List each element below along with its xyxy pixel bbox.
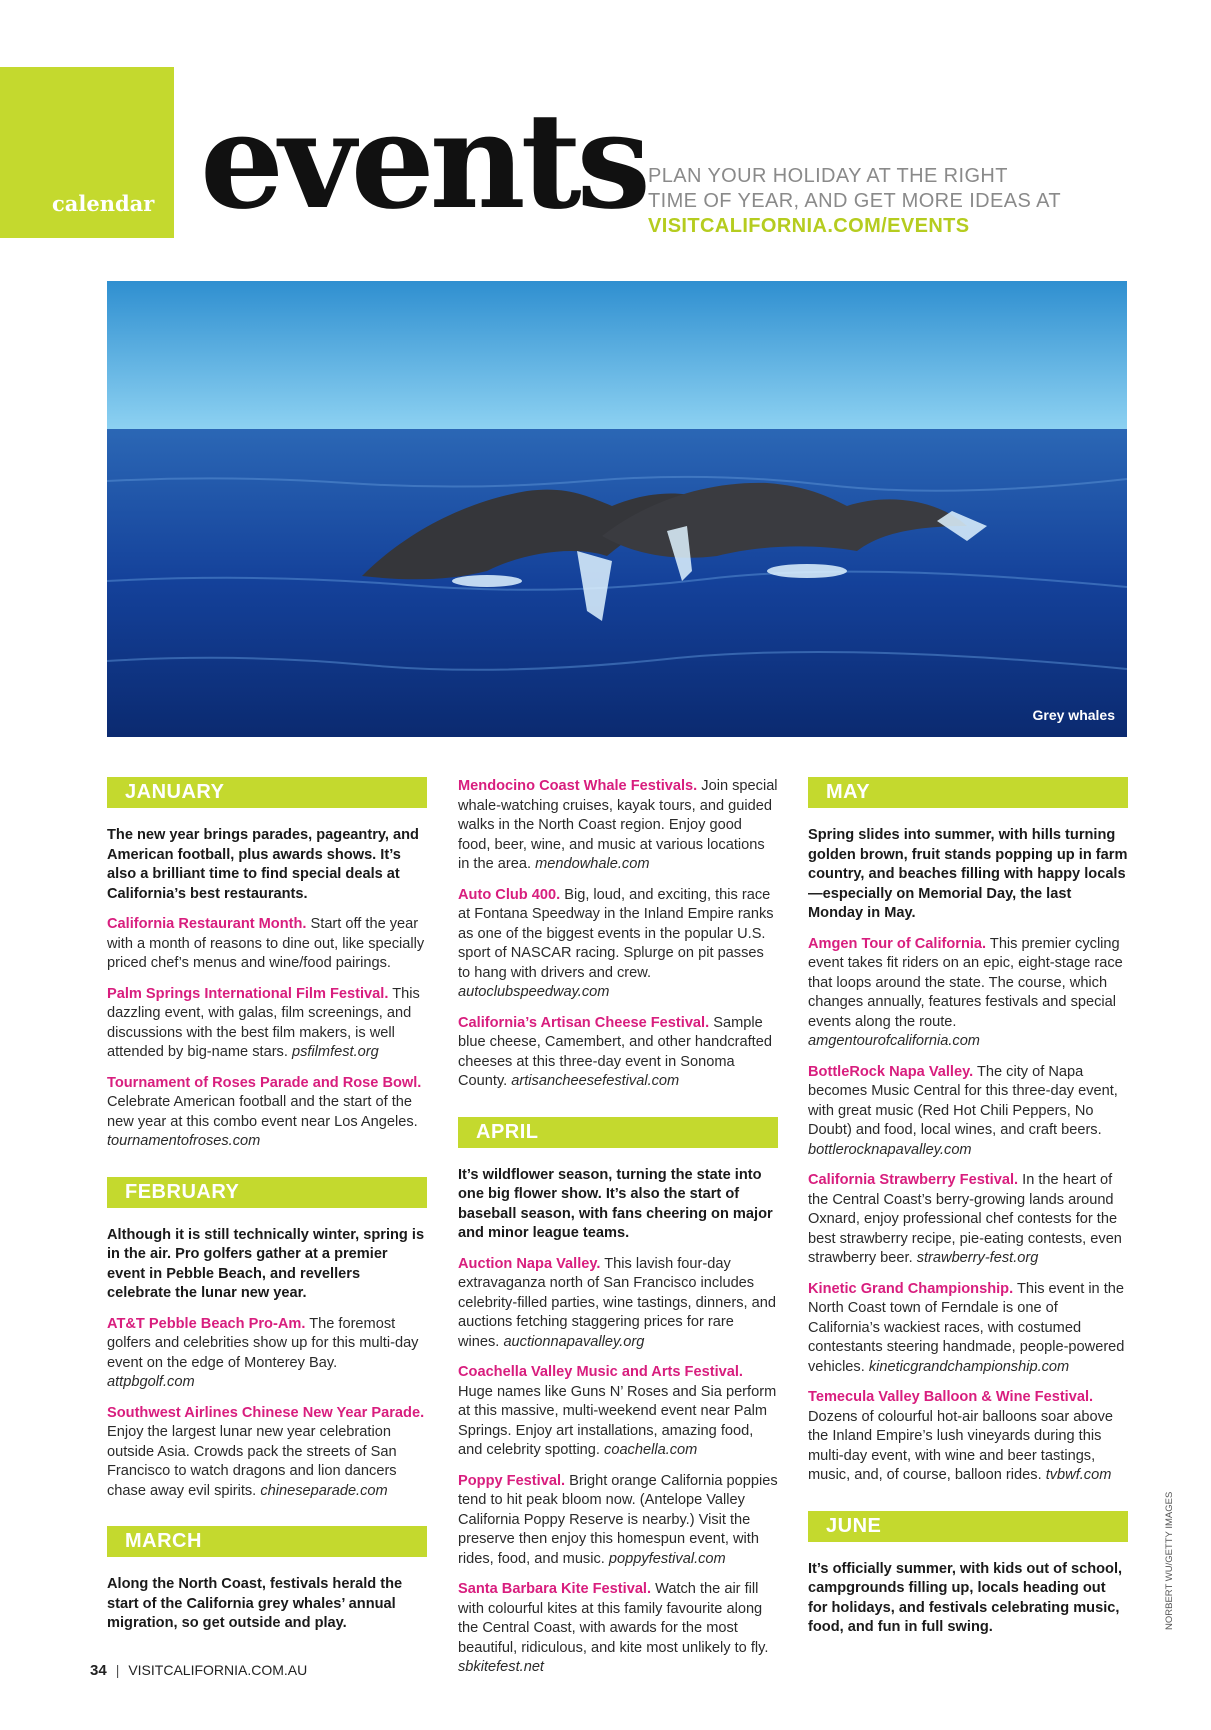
whale-tails-image bbox=[107, 281, 1127, 737]
month-heading-march: MARCH bbox=[107, 1526, 427, 1557]
event-description: Dozens of colourful hot-air balloons soar above the Inland Empire’s lush vineyards during this multi-day event, with wine and beer tastings, music, and, of course, balloon rides. bbox=[808, 1408, 1114, 1483]
event-link[interactable]: attpbgolf.com bbox=[107, 1374, 195, 1390]
january-intro: The new year brings parades, pageantry, and American football, plus awards shows. It’s also a brilliant time to find special deals at California’s best restaurants. bbox=[107, 827, 419, 902]
event-description: Celebrate American football and the start of the new year at this combo event near Los Angeles. bbox=[107, 1094, 418, 1130]
event-link[interactable]: strawberry-fest.org bbox=[916, 1250, 1039, 1266]
page-title: events bbox=[200, 84, 646, 239]
event-name[interactable]: BottleRock Napa Valley. bbox=[808, 1063, 974, 1080]
event-name[interactable]: Amgen Tour of California. bbox=[808, 935, 987, 952]
event-name[interactable]: Santa Barbara Kite Festival. bbox=[458, 1581, 652, 1597]
event-name[interactable]: Mendocino Coast Whale Festivals. bbox=[458, 778, 698, 794]
event-name[interactable]: California’s Artisan Cheese Festival. bbox=[458, 1014, 710, 1031]
event-entry bbox=[458, 1472, 778, 1570]
event-link[interactable]: mendowhale.com bbox=[535, 856, 650, 872]
column-2 bbox=[458, 777, 778, 1689]
tagline-url[interactable]: VISITCALIFORNIA.COM/EVENTS bbox=[648, 215, 970, 237]
event-entry bbox=[808, 1171, 1128, 1269]
event-entry bbox=[107, 1404, 427, 1502]
page-number: 34 bbox=[90, 1662, 107, 1679]
event-description: This dazzling event, with galas, film screenings, and discussions with the best film makers, is well attended by big-name stars. bbox=[107, 985, 420, 1060]
event-link[interactable]: kineticgrandchampionship.com bbox=[868, 1358, 1070, 1375]
event-name[interactable]: California Restaurant Month. bbox=[107, 916, 307, 932]
tagline-line-2: TIME OF YEAR, AND GET MORE IDEAS AT bbox=[648, 190, 1061, 212]
photo-credit bbox=[1164, 1491, 1178, 1630]
photo-caption: Grey whales bbox=[1032, 707, 1115, 723]
event-link[interactable]: tournamentofroses.com bbox=[107, 1133, 261, 1149]
event-description: This premier cycling event takes fit riders on an epic, eight-stage race that loops around the state. The course, which changes annually, features festivals and special events along the route. bbox=[808, 935, 1123, 1030]
february-intro: Although it is still technically winter, spring is in the air. Pro golfers gather at a premier event in Pebble Beach, and revellers celebrate the lunar new year. bbox=[107, 1226, 425, 1301]
event-entry bbox=[808, 1388, 1128, 1486]
footer-site[interactable]: VISITCALIFORNIA.COM.AU bbox=[128, 1662, 308, 1678]
event-entry bbox=[808, 1280, 1128, 1378]
event-entry bbox=[107, 1074, 427, 1152]
event-link[interactable]: autoclubspeedway.com bbox=[458, 984, 610, 1000]
event-link[interactable]: coachella.com bbox=[604, 1442, 698, 1458]
event-description: This event in the North Coast town of Ferndale is one of California’s wackiest races, with costumed contestants steering handmade, people-powered vehicles. bbox=[808, 1280, 1125, 1375]
event-link[interactable]: artisancheesefestival.com bbox=[511, 1073, 680, 1089]
event-description: Start off the year with a month of reasons to dine out, like specially priced chef’s menus and wine/food pairings. bbox=[107, 916, 425, 971]
event-entry bbox=[808, 1063, 1128, 1161]
event-entry bbox=[107, 915, 427, 974]
event-name[interactable]: California Strawberry Festival. bbox=[808, 1172, 1019, 1188]
event-name[interactable]: Palm Springs International Film Festival. bbox=[107, 985, 389, 1002]
event-name[interactable]: AT&T Pebble Beach Pro-Am. bbox=[107, 1315, 306, 1332]
event-entry bbox=[107, 985, 427, 1063]
event-name[interactable]: Temecula Valley Balloon & Wine Festival. bbox=[808, 1389, 1094, 1405]
calendar-tab bbox=[0, 67, 174, 238]
event-entry bbox=[107, 1315, 427, 1393]
month-heading-june: JUNE bbox=[808, 1511, 1128, 1542]
event-link[interactable]: amgentourofcalifornia.com bbox=[808, 1033, 980, 1049]
month-heading-january: JANUARY bbox=[107, 777, 427, 808]
column-3 bbox=[808, 777, 1128, 1649]
tagline-line-1: PLAN YOUR HOLIDAY AT THE RIGHT bbox=[648, 165, 1008, 187]
event-entry bbox=[808, 935, 1128, 1052]
event-description: Join special whale-watching cruises, kayak tours, and guided walks in the North Coast region. Enjoy good food, beer, wine, and music at various locations in the area. bbox=[458, 778, 778, 872]
month-heading-may: MAY bbox=[808, 777, 1128, 808]
event-link[interactable]: psfilmfest.org bbox=[291, 1044, 379, 1060]
section-label: calendar bbox=[52, 191, 155, 216]
event-description: The foremost golfers and celebrities show up for this multi-day event on the edge of Monterey Bay. bbox=[107, 1315, 419, 1371]
page-footer bbox=[90, 1662, 307, 1679]
event-entry bbox=[458, 1363, 778, 1461]
event-name[interactable]: Tournament of Roses Parade and Rose Bowl. bbox=[107, 1074, 422, 1091]
event-description: Big, loud, and exciting, this race at Fontana Speedway in the Inland Empire ranks as one of the biggest events in the popular U.S. sport of NASCAR racing. Splurge on pit passes to hang with drivers and crew. bbox=[458, 886, 774, 981]
month-heading-april: APRIL bbox=[458, 1117, 778, 1148]
event-description: In the heart of the Central Coast’s berry-growing lands around Oxnard, enjoy professional chef contests for the best strawberry recipe, pie-eating contests, even strawberry beer. bbox=[808, 1172, 1122, 1266]
event-description: Enjoy the largest lunar new year celebration outside Asia. Crowds pack the streets of San Francisco to watch dragons and lion dancers chase away evil spirits. bbox=[107, 1424, 397, 1499]
march-intro: Along the North Coast, festivals herald the start of the California grey whales’ annual migration, so get outside and play. bbox=[107, 1576, 403, 1631]
photo-credit-text: NORBERT WU/GETTY IMAGES bbox=[1164, 1491, 1175, 1630]
event-description: Sample blue cheese, Camembert, and other handcrafted cheeses at this three-day event in Sonoma County. bbox=[458, 1014, 772, 1089]
event-name[interactable]: Poppy Festival. bbox=[458, 1472, 566, 1489]
event-name[interactable]: Auto Club 400. bbox=[458, 886, 561, 903]
event-link[interactable]: tvbwf.com bbox=[1045, 1467, 1112, 1483]
event-name[interactable]: Auction Napa Valley. bbox=[458, 1255, 601, 1272]
event-description: Watch the air fill with colourful kites at this family favourite along the Central Coast, with awards for the most beautiful, ridiculous, and kite most unlikely to fly. bbox=[458, 1581, 769, 1656]
event-description: The city of Napa becomes Music Central for this three-day event, with great music (Red Hot Chili Peppers, No Doubt) and food, local wines, and craft beers. bbox=[808, 1063, 1118, 1138]
event-link[interactable]: poppyfestival.com bbox=[608, 1550, 726, 1567]
event-link[interactable]: bottlerocknapavalley.com bbox=[808, 1141, 972, 1158]
month-heading-february: FEBRUARY bbox=[107, 1177, 427, 1208]
event-entry bbox=[458, 1580, 778, 1678]
footer-separator: | bbox=[115, 1662, 120, 1678]
event-link[interactable]: auctionnapavalley.org bbox=[503, 1333, 645, 1350]
event-link[interactable]: chineseparade.com bbox=[260, 1482, 388, 1499]
june-intro: It’s officially summer, with kids out of school, campgrounds filling up, locals heading out for holidays, and festivals celebrating music, food, and fun in full swing. bbox=[808, 1560, 1123, 1635]
event-name[interactable]: Southwest Airlines Chinese New Year Parade. bbox=[107, 1404, 425, 1421]
event-description: Huge names like Guns N’ Roses and Sia perform at this massive, multi-weekend event near Palm Springs. Enjoy art installations, amazing food, and celebrity spotting. bbox=[458, 1383, 777, 1458]
column-1 bbox=[107, 777, 427, 1645]
event-entry bbox=[458, 777, 778, 875]
event-link[interactable]: sbkitefest.net bbox=[458, 1659, 544, 1675]
event-entry bbox=[458, 1014, 778, 1092]
april-intro: It’s wildflower season, turning the state into one big flower show. It’s also the start of baseball season, with fans cheering on major and minor league teams. bbox=[458, 1166, 773, 1241]
event-description: Bright orange California poppies tend to hit peak bloom now. (Antelope Valley California Poppy Reserve is nearby.) Visit the preserve then enjoy this homespun event, with rides, food, and music. bbox=[458, 1472, 778, 1567]
event-entry bbox=[458, 1255, 778, 1353]
tagline bbox=[648, 164, 1068, 239]
event-description: This lavish four-day extravaganza north of San Francisco includes celebrity-filled parties, wine tastings, dinners, and auctions fetching staggering prices for rare wines. bbox=[458, 1255, 776, 1350]
may-intro: Spring slides into summer, with hills turning golden brown, fruit stands popping up in farm country, and beaches filling with happy locals—especially on Memorial Day, the last Monday in May. bbox=[808, 827, 1128, 921]
event-name[interactable]: Coachella Valley Music and Arts Festival. bbox=[458, 1364, 743, 1380]
event-entry bbox=[458, 886, 778, 1003]
grey-whales-photo bbox=[107, 281, 1127, 737]
event-name[interactable]: Kinetic Grand Championship. bbox=[808, 1280, 1014, 1297]
